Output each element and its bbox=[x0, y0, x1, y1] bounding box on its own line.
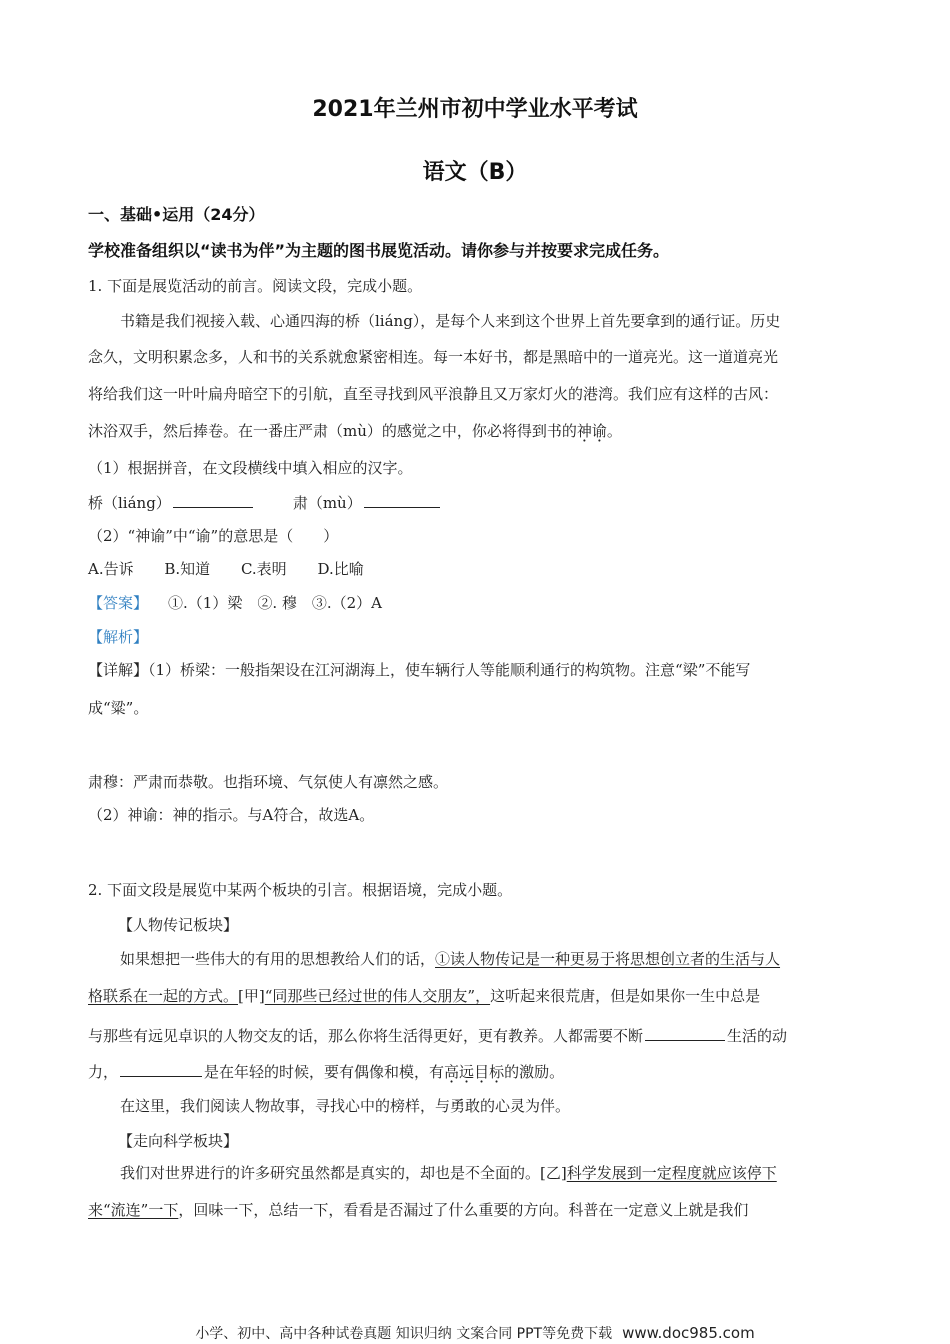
footer bbox=[0, 1323, 950, 1343]
passage-text: 这听起来很荒唐，但是如果你一生中总是 bbox=[490, 987, 761, 1005]
option-a[interactable]: A.告诉 bbox=[88, 560, 134, 578]
task-statement: 学校准备组织以“读书为伴”为主题的图书展览活动。请你参与并按要求完成任务。 bbox=[88, 241, 670, 260]
footer-text: 小学、初中、高中各种试卷真题 知识归纳 文案合同 PPT等免费下载 bbox=[195, 1326, 613, 1342]
q1-passage-line-2: 念久，文明积累念多，人和书的关系就愈紧密相连。每一本好书，都是黑暗中的一道亮光。这一道道亮光 bbox=[88, 348, 779, 366]
q2-p1-line-2 bbox=[88, 986, 760, 1006]
q2-p1-line-1 bbox=[120, 949, 780, 969]
question-1-prompt: 1. 下面是展览活动的前言。阅读文段，完成小题。 bbox=[88, 277, 423, 295]
q1-fill-row bbox=[88, 491, 442, 513]
dotted-char: 远 bbox=[459, 1063, 475, 1081]
question-2-prompt: 2. 下面文段是展览中某两个板块的引言。根据语境，完成小题。 bbox=[88, 881, 513, 899]
underlined-sentence-1: ①读人物传记是一种更易于将思想创立者的生活与人 bbox=[435, 950, 781, 968]
dotted-char: 高 bbox=[444, 1063, 460, 1081]
detail-line-1: 【详解】（1）桥梁：一般指架设在江河湖海上，使车辆行人等能顺利通行的构筑物。注意“梁”不能写 bbox=[88, 661, 751, 679]
q2-p3-line-1 bbox=[120, 1163, 777, 1183]
q1-passage-line-3: 将给我们这一叶叶扁舟暗空下的引航，直至寻找到风平浪静且又万家灯火的港湾。我们应有这样的古风： bbox=[88, 385, 779, 403]
q1-passage-line-1: 书籍是我们视接入载、心通四海的桥（liáng），是每个人来到这个世界上首先要拿到的通行证。历史 bbox=[120, 312, 781, 330]
answer-label: 【答案】 bbox=[88, 594, 149, 612]
dotted-char: 神 bbox=[576, 422, 592, 440]
passage-text: 是在年轻的时候，要有偶像和模，有 bbox=[204, 1063, 445, 1081]
fill-blank-2[interactable] bbox=[120, 1060, 202, 1077]
q1-sub-1: （1）根据拼音，在文段横线中填入相应的汉字。 bbox=[88, 459, 413, 477]
passage-text: 。 bbox=[606, 422, 622, 440]
passage-text: 我们对世界进行的许多研究虽然都是真实的，却也是不全面的。[乙] bbox=[120, 1164, 567, 1182]
section-heading: 一、基础•运用（24分） bbox=[88, 205, 265, 224]
passage-text: 生活的动 bbox=[727, 1027, 788, 1045]
fill-blank-mu[interactable] bbox=[364, 491, 440, 508]
fill-blank-1[interactable] bbox=[645, 1024, 725, 1041]
option-d[interactable]: D.比喻 bbox=[317, 560, 364, 578]
dotted-char: 谕 bbox=[591, 422, 607, 440]
underlined-sentence-yi-cont: 来“流连”一下 bbox=[88, 1201, 179, 1219]
underlined-sentence-1-cont: 格联系在一起的方式。 bbox=[88, 987, 239, 1005]
answer-row bbox=[88, 593, 382, 613]
q1-options bbox=[88, 559, 364, 579]
analysis-label: 【解析】 bbox=[88, 628, 149, 646]
q1-passage-line-4 bbox=[88, 421, 622, 441]
marker-jia: [甲] bbox=[238, 987, 265, 1005]
q1-sub-2: （2）“神谕”中“谕”的意思是（ ） bbox=[88, 527, 339, 545]
option-c[interactable]: C.表明 bbox=[240, 560, 287, 578]
block-1-title: 【人物传记板块】 bbox=[118, 916, 239, 934]
fill-label-mu: 肃（mù） bbox=[292, 494, 362, 512]
passage-text: ，回味一下，总结一下，看看是否漏过了什么重要的方向。科普在一定意义上就是我们 bbox=[178, 1201, 749, 1219]
underlined-quote: “同那些已经过世的伟人交朋友”， bbox=[264, 987, 491, 1005]
detail-line-2: 成“粱”。 bbox=[88, 699, 149, 717]
fill-label-liang: 桥（liáng） bbox=[88, 494, 171, 512]
dotted-char: 标 bbox=[489, 1063, 505, 1081]
underlined-sentence-yi: 科学发展到一定程度就应该停下 bbox=[566, 1164, 777, 1182]
subject-title: 语文（B） bbox=[422, 160, 528, 185]
detail-line-4: （2）神谕：神的指示。与A符合，故选A。 bbox=[88, 806, 375, 824]
q2-p1-line-3 bbox=[88, 1024, 787, 1046]
passage-text: 与那些有远见卓识的人物交友的话，那么你将生活得更好，更有教养。人都需要不断 bbox=[88, 1027, 644, 1045]
block-2-title: 【走向科学板块】 bbox=[118, 1132, 239, 1150]
q2-p2: 在这里，我们阅读人物故事，寻找心中的榜样，与勇敢的心灵为伴。 bbox=[120, 1097, 571, 1115]
passage-text: 力， bbox=[88, 1063, 119, 1081]
answer-text: ①.（1）梁 ②. 穆 ③.（2）A bbox=[168, 594, 383, 612]
passage-text: 如果想把一些伟大的有用的思想教给人们的话， bbox=[120, 950, 436, 968]
passage-text: 沐浴双手，然后捧卷。在一番庄严肃（mù）的感觉之中，你必将得到书的 bbox=[88, 422, 577, 440]
dotted-char: 目 bbox=[474, 1063, 490, 1081]
footer-site-link[interactable]: www.doc985.com bbox=[622, 1324, 755, 1342]
q2-p1-line-4 bbox=[88, 1060, 564, 1082]
q2-p3-line-2 bbox=[88, 1200, 748, 1220]
option-b[interactable]: B.知道 bbox=[164, 560, 211, 578]
detail-line-3: 肃穆：严肃而恭敬。也指环境、气氛使人有凛然之感。 bbox=[88, 773, 449, 791]
passage-text: 的激励。 bbox=[504, 1063, 565, 1081]
fill-blank-liang[interactable] bbox=[173, 491, 253, 508]
page-title: 2021年兰州市初中学业水平考试 bbox=[312, 97, 638, 122]
